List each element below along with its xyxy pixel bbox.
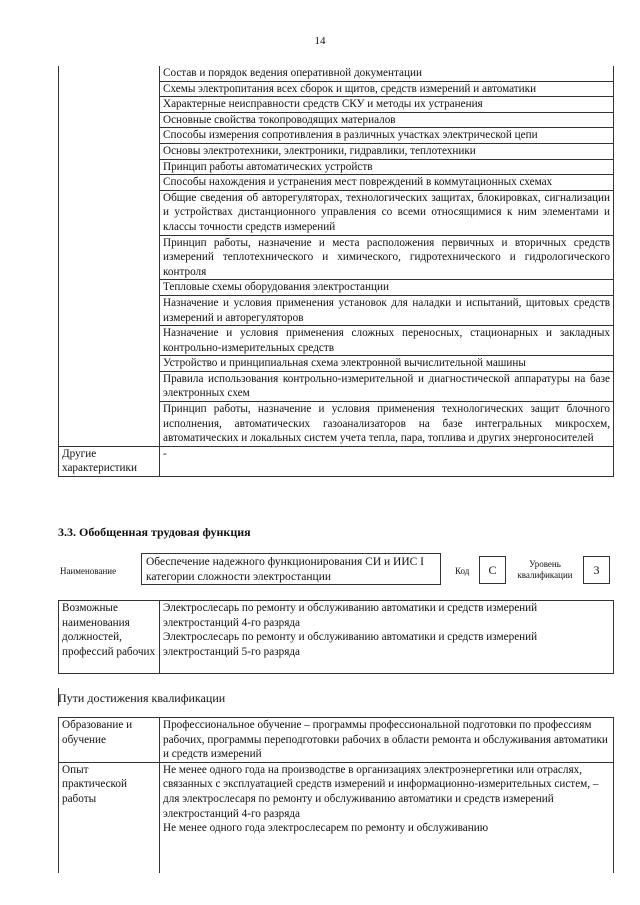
position-item: Электрослесарь по ремонту и обслуживанию автоматики и средств измерений электростанций 4-го разряда — [163, 602, 538, 629]
knowledge-item: Назначение и условия применения сложных переносных, стационарных и закладных контрольно-измерительных средств — [160, 326, 614, 356]
knowledge-item: Принцип работы, назначение и условия применения технологических защит блочного исполнения, автоматических газоанализаторов на базе интегральных микросхем, автоматических и локальных систем учета тепла, пара, топлива и других энергоносителей — [160, 402, 614, 447]
page-number: 14 — [314, 35, 326, 47]
education-row — [59, 718, 614, 763]
knowledge-item: Принцип работы автоматических устройств — [160, 159, 614, 175]
knowledge-item: Основы электротехники, электроники, гидравлики, теплотехники — [160, 143, 614, 159]
knowledge-label-cell — [59, 66, 160, 446]
code-label: Код — [455, 566, 470, 576]
knowledge-row — [59, 66, 614, 81]
paths-title: Пути достижения квалификации — [58, 691, 226, 705]
education-label: Образование и обучение — [59, 718, 160, 763]
knowledge-item: Способы нахождения и устранения мест повреждений в коммутационных схемах — [160, 175, 614, 191]
positions-values — [160, 601, 614, 674]
experience-row — [59, 762, 614, 873]
qualification-table — [58, 717, 614, 873]
knowledge-item: Правила использования контрольно-измерительной и диагностической аппаратуры на базе электронных схем — [160, 371, 614, 401]
experience-item: Не менее одного года электрослесарем по ремонту и обслуживанию — [163, 822, 489, 835]
experience-values — [160, 762, 614, 873]
knowledge-table — [58, 66, 614, 477]
other-characteristics-label: Другие характеристики — [59, 446, 160, 476]
section-title: 3.3. Обобщенная трудовая функция — [58, 525, 251, 539]
knowledge-item: Схемы электропитания всех сборок и щитов, средств измерений и автоматики — [160, 81, 614, 97]
knowledge-item: Назначение и условия применения установок для наладки и испытаний, щитовых средств измерений и авторегуляторов — [160, 295, 614, 325]
knowledge-item: Тепловые схемы оборудования электростанции — [160, 280, 614, 296]
knowledge-item: Состав и порядок ведения оперативной документации — [160, 66, 614, 81]
level-value: 3 — [583, 556, 610, 584]
name-label: Наименование — [60, 566, 117, 576]
education-value: Профессиональное обучение – программы профессиональной подготовки по профессиям рабочих, программы переподготовки рабочих в области ремонта и обслуживания автоматики и средств измерений — [160, 718, 614, 763]
knowledge-item: Основные свойства токопроводящих материалов — [160, 112, 614, 128]
experience-label: Опыт практической работы — [59, 762, 160, 873]
code-value: С — [479, 556, 506, 584]
level-label: Уровень квалификации — [517, 559, 573, 580]
knowledge-item: Устройство и принципиальная схема электронной вычислительной машины — [160, 356, 614, 372]
knowledge-table-body — [59, 66, 614, 477]
experience-item: Не менее одного года на производстве в организациях электроэнергетики или отраслях, связанных с эксплуатацией средств измерений и информационно-измерительных систем, – для электрослесаря по ремонту и обслуживанию автоматики и средств измерений электростанций 4-го разряда — [163, 763, 599, 820]
other-characteristics-value: - — [160, 446, 614, 476]
other-characteristics-row — [59, 446, 614, 476]
positions-label: Возможные наименования должностей, профессий рабочих — [59, 601, 160, 674]
knowledge-item: Способы измерения сопротивления в различных участках электрической цепи — [160, 128, 614, 144]
positions-row — [59, 601, 614, 674]
knowledge-item: Общие сведения об авторегуляторах, технологических защитах, блокировках, сигнализации и устройствах дистанционного управления со всеми относящимися к ним элементами и классы точности средств измерений — [160, 190, 614, 235]
position-item: Электрослесарь по ремонту и обслуживанию автоматики и средств измерений электростанций 5-го разряда — [163, 631, 538, 658]
name-value: Обеспечение надежного функционирования СИ и ИИС I категории сложности электростанции — [141, 553, 441, 585]
positions-table — [58, 600, 614, 674]
knowledge-item: Принцип работы, назначение и места расположения первичных и вторичных средств измерений теплотехнического и химического, гидротехнического и гидрологического контроля — [160, 235, 614, 280]
knowledge-item: Характерные неисправности средств СКУ и методы их устранения — [160, 97, 614, 113]
